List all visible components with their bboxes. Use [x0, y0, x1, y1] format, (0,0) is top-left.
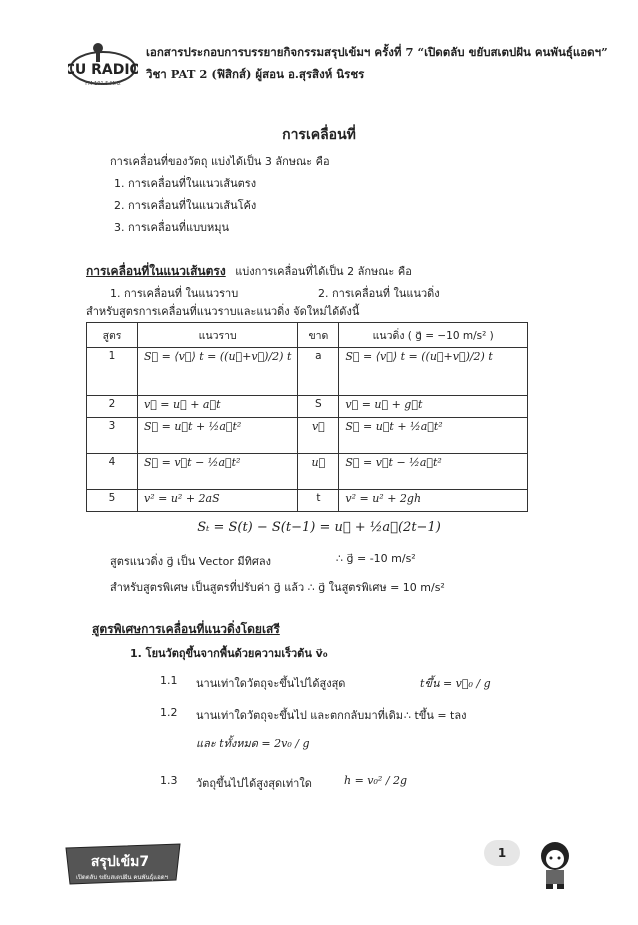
col-header-horizontal: แนวราบ [138, 323, 298, 348]
linear-type-1: 1. การเคลื่อนที่ ในแนวราบ [110, 287, 239, 300]
intro-item-2: 2. การเคลื่อนที่ในแนวเส้นโค้ง [114, 199, 257, 212]
header-line-1: เอกสารประกอบการบรรยายกิจกรรมสรุปเข้มฯ ครั้งที่ 7 “เปิดตลับ ขยับสเตปฝัน คนพันธุ์แอดฯ” [146, 45, 608, 59]
row-vertical: v² = u² + 2gh [339, 490, 528, 512]
col-header-missing: ขาด [298, 323, 339, 348]
gravity-value: ∴ g⃗ = -10 m/s² [336, 552, 416, 565]
row-horizontal: v² = u² + 2aS [138, 490, 298, 512]
linear-heading: การเคลื่อนที่ในแนวเส้นตรง [86, 264, 226, 278]
logo-sub: FM 101.5 MHz [85, 81, 121, 87]
table-header-row [87, 323, 528, 348]
col-header-vertical: แนวดิ่ง ( g⃗ = −10 m/s² ) [339, 323, 528, 348]
row-missing: a [298, 348, 339, 396]
table-row [87, 396, 528, 418]
sub-formula-1-2: ∴ tขึ้น = tลง [404, 709, 467, 722]
row-missing: S [298, 396, 339, 418]
sub-and-1-2: และ tทั้งหมด = 2v₀ / g [196, 737, 310, 750]
page-number: 1 [497, 846, 507, 860]
table-row [87, 490, 528, 512]
footer-logo-text: สรุปเข้ม7 [90, 854, 150, 870]
linear-note: สำหรับสูตรการเคลื่อนที่แนวราบและแนวดิ่ง จัดใหม่ได้ดังนี้ [86, 305, 360, 318]
col-header-formula: สูตร [87, 323, 138, 348]
row-horizontal: S⃗ = u⃗t + ½a⃗t² [138, 418, 298, 454]
mascot-image [530, 838, 580, 890]
sub-text-1-3: วัตถุขึ้นไปได้สูงสุดเท่าใด [196, 777, 312, 790]
page-number-badge [484, 840, 520, 866]
row-no: 3 [87, 418, 138, 454]
footer-logo-sub: เปิดตลับ ขยับสเตปฝัน คนพันธุ์แอดฯ [76, 874, 168, 881]
table-row [87, 348, 528, 396]
intro-text: การเคลื่อนที่ของวัตถุ แบ่งได้เป็น 3 ลักษณะ คือ [110, 155, 330, 168]
row-no: 1 [87, 348, 138, 396]
row-no: 5 [87, 490, 138, 512]
row-vertical: S⃗ = v⃗t − ½a⃗t² [339, 454, 528, 490]
table-row [87, 418, 528, 454]
page-title: การเคลื่อนที่ [282, 127, 356, 143]
special-heading: สูตรพิเศษการเคลื่อนที่แนวดิ่งโดยเสรี [92, 622, 280, 636]
sub-no-1-1: 1.1 [160, 674, 178, 687]
intro-item-3: 3. การเคลื่อนที่แบบหมุน [114, 221, 230, 234]
header-line-2: วิชา PAT 2 (ฟิสิกส์) ผู้สอน อ.สุรสิงห์ นิรชร [146, 67, 365, 81]
sub-no-1-2: 1.2 [160, 706, 178, 719]
sub-formula-1-3: h = v₀² / 2g [344, 774, 408, 787]
sub-formula-1-1: tขึ้น = v⃗₀ / g [420, 677, 491, 690]
row-vertical: S⃗ = ⟨v⃗⟩ t = ((u⃗+v⃗)/2) t [339, 348, 528, 396]
row-missing: v⃗ [298, 418, 339, 454]
row-vertical: S⃗ = u⃗t + ½a⃗t² [339, 418, 528, 454]
special-item-1: 1. โยนวัตถุขึ้นจากพื้นด้วยความเร็วต้น v⃗₀ [130, 647, 328, 660]
linear-type-2: 2. การเคลื่อนที่ ในแนวดิ่ง [318, 287, 440, 300]
gravity-note-2: สำหรับสูตรพิเศษ เป็นสูตรที่ปรับค่า g⃗ แล้ว ∴ g⃗ ในสูตรพิเศษ = 10 m/s² [110, 581, 445, 594]
footer-logo [60, 840, 186, 890]
row-missing: u⃗ [298, 454, 339, 490]
sub-no-1-3: 1.3 [160, 774, 178, 787]
row-horizontal: S⃗ = v⃗t − ½a⃗t² [138, 454, 298, 490]
row-no: 2 [87, 396, 138, 418]
formula-table [86, 322, 528, 512]
logo-text: CU RADIO [68, 62, 138, 78]
sub-text-1-1: นานเท่าใดวัตถุจะขึ้นไปได้สูงสุด [196, 677, 346, 690]
row-missing: t [298, 490, 339, 512]
row-horizontal: S⃗ = ⟨v⃗⟩ t = ((u⃗+v⃗)/2) t [138, 348, 298, 396]
cu-radio-logo [68, 38, 138, 94]
linear-heading-rest: แบ่งการเคลื่อนที่ได้เป็น 2 ลักษณะ คือ [235, 265, 412, 278]
row-vertical: v⃗ = u⃗ + g⃗t [339, 396, 528, 418]
row-no: 4 [87, 454, 138, 490]
row-horizontal: v⃗ = u⃗ + a⃗t [138, 396, 298, 418]
sub-text-1-2: นานเท่าใดวัตถุจะขึ้นไป และตกกลับมาที่เดิม [196, 709, 404, 722]
intro-item-1: 1. การเคลื่อนที่ในแนวเส้นตรง [114, 177, 257, 190]
st-formula: Sₜ = S(t) − S(t−1) = u⃗ + ½a⃗(2t−1) [197, 520, 441, 535]
linear-heading-line [86, 262, 412, 281]
table-row [87, 454, 528, 490]
gravity-note-1: สูตรแนวดิ่ง g⃗ เป็น Vector มีทิศลง [110, 555, 271, 568]
